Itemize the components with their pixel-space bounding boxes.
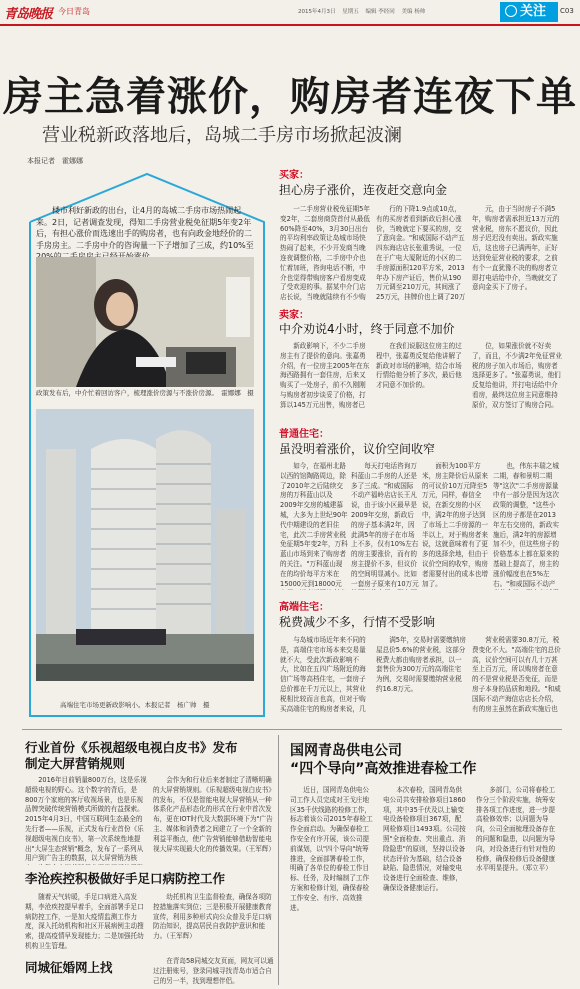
article-column: 近日，国网青岛供电公司工作人员完成对王戈庄地区35千伏线路的检修工作，标志着该公司2015年春检工作全面启动。为确保春检工作安全有序开展，该公司提前谋划，以"四个导向"统筹推进，全面部署春检工作，明确了各单位的春检工作目标、任务，及时编制了工作方案和检修计划，确保春检工作安全、有序、高效推进。	[290, 786, 373, 912]
article-column: 多部门，公司将春检工作分三个阶段实施，统筹安排各项工作进度，进一步提高检修效率；以问题为导向，公司全面梳理设备存在的问题和隐患，以问题为导向，对设备进行有针对性的检修，确保检修后设备健康水平明显提升。（郑立平）	[476, 786, 556, 873]
article-column: 随着天气转暖，手足口病进入高发期，李沧疾控提早着手，全面部署手足口病防控工作，一是加大疫情监测工作力度，深入托幼机构和社区开展病例主动搜索，提高疫情早发现能力；二是加强托幼机构卫生管理。	[25, 893, 144, 950]
issue-meta	[298, 7, 430, 15]
article-column: 与岛城市场近年来不同的是，高端住宅市场本来交易量就不大，受此次新政影响不大，比如在五四广场附近的海信广场等高档住宅，一套房子总价都在千万元以上，其营业税相比较而言也高，但对于购买高端住宅的购房者来说，几	[280, 636, 366, 713]
story-headline-line: 国网青岛供电公司	[290, 743, 402, 759]
article-column: 幼托机构卫生监督检查，确保各项防控措施落实到位；三是积极开展健康教育宣传，利用多种形式向公众普及手足口病防治知识，提高居民自我防护意识和能力。（王军辉）	[153, 893, 272, 941]
story-headline-line: “四个导向”高效推进春检工作	[290, 761, 477, 777]
article-column: 每天打电话咨询万科蓝山二手房的人还是多了三成。"和威国际不动产福岭店店长王凡说，由于该小区最早是2009年交房，新政后的房子基本满2年，因此满5年的房子在市场上不多，仅有10%左右的房主要涨价，而有的房主提价不多，但议价的空间明显减小。比如一套房子原来有10万元	[351, 462, 419, 588]
section-title-ordinary-housing: 虽没明着涨价，议价空间收窄	[279, 442, 436, 456]
article-column: 位，如果涨价就不好卖了，而且，不少满2年免征营业税的房子加入市场后，购房者选择更多了。"张嘉勇说，他们反复给他讲，并打电话给中介看房，最终这位房主同意维持原价，双方签订了购房合同。	[472, 342, 562, 409]
page-subtitle: 营业税新政落地后，岛城二手房市场掀起波澜	[42, 125, 402, 146]
article-column: 一二手房营业税免征期5年变2年，二套房商贷首付从最低60%降至40%，3月30日出台的平均利率政策让岛城市场快热闹了起来，不少开发商当晚连夜调整价格，二手房中介也忙着加班，咨询电话不断，中介也觉得带购房客户看房变成了受欢迎的事。据某中介门店店长说，当晚就陆续有不少购	[280, 205, 370, 302]
article-column: 满5年，交易时需要缴纳房屋总价5.6%的营业税，这部分税费大都由购房者承担，以一套售价为300万元的高端住宅为例，交易时需要缴纳营业税约16.8万元。	[376, 636, 466, 693]
issue-designer: 美编 杨帅	[401, 9, 426, 15]
intro-text: 楼市利好新政的出台，让4月的岛城二手房市场热闹起来。2日，记者调查发现，得知二手房营业税免征期5年变2年后，有担心涨价而选速出手的购房者，也有向政金地经价的二手房房主。二手房中介的咨询量一下子增加了三成，约10%至	[36, 206, 254, 250]
story-headline-grid	[290, 742, 560, 778]
article-column: 会作为和行业后来者制定了清晰明确的大屏营销规则。《乐视超级电视白皮书》的发布，不仅是智能电视大屏营销从一种体系化产品形态化的形式在行业中首次发布，更在IOT时代及大数据环境下为"广告主、媒体和消费者之间建立了一个全新的利益平衡点，使广告营销能够借助智能电视大屏实现最大化的传播效果。（王军辉）	[153, 776, 275, 853]
story-headline-letv	[25, 740, 275, 772]
article-column: 营业税需要30.8万元，税费变化不大。"高端住宅的总价高，议价空间可以有几十万甚至上百万元，所以购房者在意的不是营业税是否免征，而是房子本身的品质和地段。"和威国际不动产海信店店长介绍，有的房主虽然在新政实施后也	[472, 636, 561, 713]
section-badge-icon	[505, 5, 517, 17]
section-kicker-buyers: 买家：	[279, 170, 309, 181]
section-title-sellers: 中介劝说4小时，终于同意不加价	[279, 322, 455, 336]
photo-agent-on-phone	[36, 257, 254, 387]
article-column: 如今，在福州北路以西的馆陶路周边，除了2010年之后陆续交房的万科蓝山以及2009年交房的城建慕城，大多为上世纪90年代中期建设的老旧住宅，此次二手房营业税免征期5年变2年，万科蓝山市场到来了购房者的关注。"万科蓝山现在的均价每平方米在15000元到18000元	[280, 462, 348, 588]
story-headline-dating: 同城征婚网上找	[25, 960, 113, 975]
article-column: 在我们说服这位房主的过程中，张嘉勇反复给他讲解了新政对市场的影响，结合市场行情给他分析了多次，最后他才同意不加价的。	[376, 342, 462, 390]
section-label: 关注	[520, 4, 547, 19]
article-column: 行的下降1.9点或10点，有的买房者看到新政后担心涨价，当晚就定下要买的房，交了意向金。"和威国际不动产五四东海店店长张重秀说，一位在于广电大厦附近的小区的二手房源面积120平方米，2013年办下房产证后，售价从190万元调至210万元，其间涨了25万元，挂牌价也上调了20万	[376, 205, 466, 302]
article-column: 面积为100平方米，房主降价后从原来的可议价10万元降至5万元，同样，春信全说，在新交房的小区中，满2年的房子达到了市场上二手房源的一半以上，对于购房者来说，这就意味着有了更多的选择余地，但由于议价空间的收窄，购房者需要付出的成本也增加了。	[422, 462, 488, 588]
section-kicker-ordinary-housing: 普通住宅：	[279, 429, 329, 440]
story-headline-licang: 李沧疾控积极做好手足口病防控工作	[25, 871, 226, 886]
photo-caption-1: 政策发布后，中介忙着回访客户，梳理涨价房源与不涨价房源。 霍娜娜 摄	[36, 389, 254, 397]
article-column: 本次春检，国网青岛供电公司共安排检修项目1860项，其中35千伏及以上输变电设备检修项目367项，配网检修项目1493项。公司按照"全面检查、突出重点、消除隐患"的原则，坚持以设备状态评价为基础，结合设备缺陷、隐患情况，对输变电设备进行全面检查、维修，确保设备健康运行。	[383, 786, 466, 892]
issue-weekday: 星期五	[342, 9, 359, 15]
section-kicker-sellers: 卖家：	[279, 310, 309, 321]
section-title-buyers: 担心房子涨价，连夜赶交意向金	[279, 183, 448, 197]
story-headline-line: 制定大屏营销规则	[25, 756, 126, 771]
section-divider	[22, 729, 562, 730]
newspaper-logo: 青岛晚报	[4, 7, 53, 22]
section-title-luxury-housing: 税费减少不多，行情不受影响	[279, 615, 436, 629]
byline: 本报记者 霍娜娜	[27, 157, 83, 165]
article-column: 2016年目前销量800万台，这是乐视超级电视的野心。这个数字的背后，是800万个家庭的客厅收视场景，也是乐视品牌突破传统营销模式所做的有益探索。2015年4月3日，中国互联网生态最全的先行者——乐视，正式发布行业首份《乐视超级电视白皮书》，第一次系统性地提出"大屏生态营销"概念，发布了一系列从用户到广告主的数据，以大屏营销为核	[25, 776, 147, 863]
column-divider	[278, 735, 279, 985]
article-column: 也，伟东丰瑞之城二期，春和景明二期等"这次"二手房房源量中有一部分是因为这次政策的调整，"这些小区的房子都是在2013年左右交房的，新政实施后，满2年的房源增加不少，但这些房子的价格基本上都在原来的基础上提高了，房主的涨价幅度也在5%左右。"和威国际不动产	[493, 462, 559, 588]
issue-editor: 编辑 李经同	[365, 9, 395, 15]
section-badge	[500, 2, 558, 22]
page-title: 房主急着涨价，购房者连夜下单	[3, 74, 577, 120]
photo-residential-towers	[36, 409, 254, 681]
page-number: C03	[560, 7, 574, 15]
article-column: 在青岛58同城交友页面，网友可以通过注册账号，登录同城寻找青岛市适合自己的另一半，找到理想伴侣。	[153, 957, 274, 985]
photo-caption-2: 高端住宅市场更新政影响小。本报记者 杨广帅 摄	[60, 701, 210, 709]
issue-date: 2015年4月3日	[298, 9, 336, 15]
article-column: 元，由于当时房子不满5年，购房者需承担近13万元的营业税，房东不愿议价，因此房子迟迟没有卖出。新政实施后，这也房子已满两年，正好达到免征营业税的要求，之前有个一直犹豫不决的购房者立即打电话给中介，当晚就交了意向金买下了房子。	[472, 205, 560, 292]
story-headline-line: 行业首份《乐视超级电视白皮书》发布	[25, 740, 238, 755]
edition-label: 今日青岛	[58, 7, 90, 16]
article-column: 新政影响下，不少二手房房主有了提价的意向。张嘉勇介绍，有一位房主2005年在东海西路拥有一套住房，后来又购买了一处房子，前不久刚刚与购房者初步谈妥了价格，打算以145万元出售，购房者已	[280, 342, 370, 409]
section-kicker-luxury-housing: 高端住宅：	[279, 602, 329, 613]
